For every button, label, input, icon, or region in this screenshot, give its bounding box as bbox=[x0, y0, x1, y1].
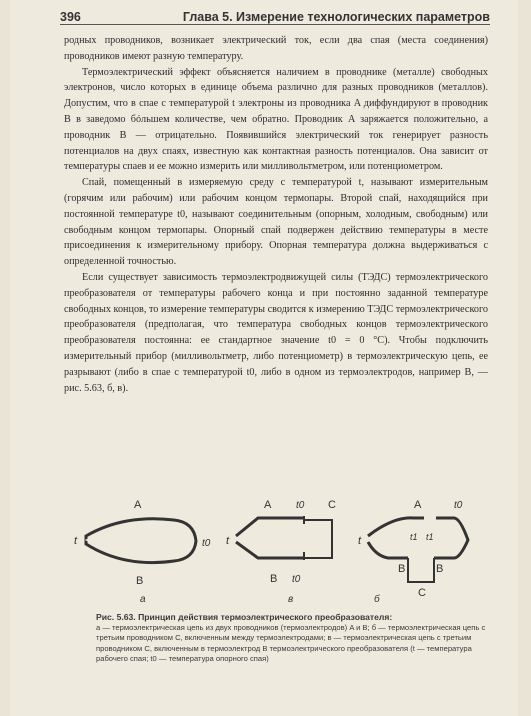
caption-text: а — термоэлектрическая цепь из двух проводников (термоэлектродов) A и B; б — термоэлектрическая цепь с третьим проводником C, включенным между термоэлектродами; в — термоэлектрическая цепь с третьим проводником C, включенным в термоэлектрод B термоэлектрического преобразователя (t — температура рабочего спая; t0 — температура опорного спая) bbox=[96, 622, 486, 664]
label-c-t1-left: t1 bbox=[410, 532, 418, 542]
figure-caption bbox=[96, 612, 488, 665]
figure-5-63 bbox=[64, 496, 488, 606]
label-b-t0-bottom: t0 bbox=[292, 574, 301, 585]
label-c-sub: б bbox=[374, 594, 380, 605]
label-c-t0: t0 bbox=[454, 500, 463, 511]
label-c-B-left: B bbox=[398, 563, 406, 575]
caption-title: Рис. 5.63. Принцип действия термоэлектрического преобразователя: bbox=[96, 612, 393, 622]
label-a-sub: а bbox=[140, 594, 146, 605]
page-number: 396 bbox=[60, 10, 81, 24]
label-b-sub: в bbox=[288, 594, 294, 605]
label-b-t: t bbox=[226, 535, 230, 547]
label-b-B: B bbox=[270, 573, 278, 585]
paragraph-4: Если существует зависимость термоэлектродвижущей силы (ТЭДС) термоэлектрического преобразователя от температуры рабочего конца и при постоянно заданной температуре свободных концов, то измерение температуры сводится к измерению ТЭДС термоэлектрического преобразователя (предполагая, что температура свободных концов термоэлектрического преобразователя постоянна: ее стандартное значение t0 = 0 °С). Чтобы подключить измерительный прибор (милливольтметр, либо потенциометр) в термоэлектрическую цепь, ее разрывают (либо в спае с температурой t0, либо в одном из термоэлектродов, например B, — рис. 5.63, б, в). bbox=[64, 271, 488, 394]
paragraph-3: Спай, помещенный в измеряемую среду с температурой t, называют измерительным (горячим или рабочим) или рабочим концом термопары. Второй спай, находящийся при постоянной температуре t0, называют соединительным (опорным, холодным, свободным) или свободным концом термопары. Опорный спай подвержен действию температуры в месте присоединения к измерительному прибору. Опорная температура должна выдерживаться с определенной точностью. bbox=[64, 177, 488, 268]
label-a-B: B bbox=[136, 575, 144, 587]
header-rule bbox=[60, 24, 490, 25]
paragraph-1: родных проводников, возникает электрический ток, если два спая (места соединения) проводников имеют разную температуру. bbox=[64, 35, 488, 62]
body-text bbox=[64, 33, 488, 396]
label-a-A: A bbox=[134, 499, 142, 511]
label-a-t0: t0 bbox=[202, 538, 211, 549]
chapter-title: Глава 5. Измерение технологических параметров bbox=[182, 10, 490, 24]
diagram-c bbox=[358, 499, 468, 605]
label-b-t0-top: t0 bbox=[296, 500, 305, 511]
label-c-A: A bbox=[414, 499, 422, 511]
thermocouple-diagrams bbox=[64, 496, 488, 606]
label-b-A: A bbox=[264, 499, 272, 511]
label-c-t: t bbox=[358, 535, 362, 547]
label-a-t: t bbox=[74, 535, 78, 547]
label-c-B-right: B bbox=[436, 563, 444, 575]
diagram-a bbox=[74, 499, 211, 605]
label-c-t1-right: t1 bbox=[426, 532, 434, 542]
label-b-C: C bbox=[328, 499, 336, 511]
diagram-b bbox=[226, 499, 336, 605]
paragraph-2: Термоэлектрический эффект объясняется наличием в проводнике (металле) свободных электронов, число которых в единице объема различно для разных проводников (металлов). Допустим, что в спае с температурой t электроны из проводника A диффундируют в проводник B в заведомо бóльшем количестве, чем обратно. Проводник A заряжается положительно, а проводник B — отрицательно. Появившийся электрический ток генерирует разность потенциалов на двух спаях, известную как контактная разность потенциалов. Она зависит от температуры спаев и ее можно измерить или милливольтметром, или потенциометром. bbox=[64, 66, 488, 173]
label-c-C: C bbox=[418, 587, 426, 599]
